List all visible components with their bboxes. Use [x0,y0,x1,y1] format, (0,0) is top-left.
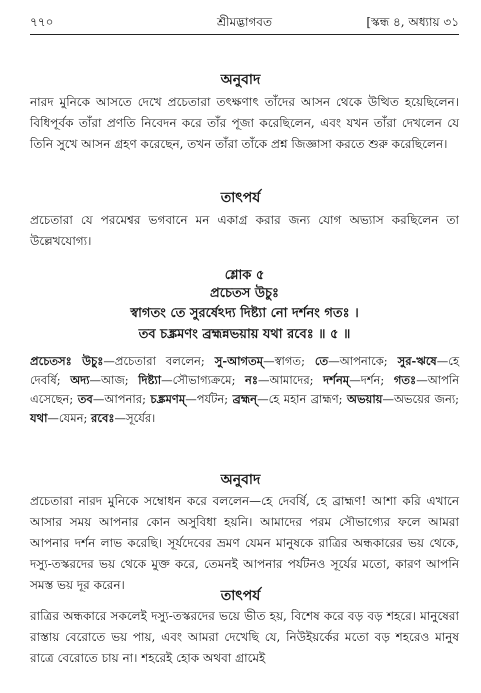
glossary-meaning: যেমন [58,411,84,425]
header-rule [30,34,459,35]
glossary-meaning: হে দেবর্ষি [30,354,459,387]
glossary-meaning: আপনাকে [339,354,384,368]
glossary-meaning: পর্যটন [196,392,225,406]
glossary-meaning: দর্শন [360,373,381,387]
translation-heading: অনুবাদ [220,72,261,88]
glossary-word: দিষ্ট্যা [138,373,162,387]
translation-text: নারদ মুনিকে আসতে দেখে প্রচেতারা তৎক্ষণাৎ তাঁদের আসন থেকে উত্থিত হয়েছিলেন। বিধিপূর্বক তাঁরা প্রণতি নিবেদন করে তাঁর পূজা করেছিলেন, এবং যখন তাঁরা দেখলেন যে তিনি সুখে আসন গ্রহণ করেছেন, তখন তাঁরা তাঁকে প্রশ্ন জিজ্ঞাসা করতে শুরু করেছিলেন। [30,95,459,151]
glossary-word: তব [77,392,93,406]
translation-text-2: প্রচেতারা নারদ মুনিকে সম্বোধন করে বললেন—হে দেবর্ষি, হে ব্রাহ্মণ! আশা করি এখানে আসার সময় আপনার কোন অসুবিধা হয়নি। আমাদের পরম সৌভাগ্যের ফলে আমরা আপনার দর্শন লাভ করেছি। সূর্যদেবের ভ্রমণ যেমন মানুষকে রাত্রির অন্ধকারের ভয় থেকে, দস্যু-তস্করদের ভয় থেকে মুক্ত করে, তেমনই আপনার পর্যটনও সূর্যের মতো, কারণ আপনি সমস্ত ভয় দূর করেন। [30,494,459,592]
glossary-meaning: প্রচেতারা বললেন [114,354,201,368]
verse-line-1: স্বাগতং তে সুরর্ষেঽদ্য দিষ্ট্যা নো দর্শনং গতঃ । [130,306,359,321]
glossary-meaning: সৌভাগ্যক্রমে [172,373,232,387]
glossary-meaning: আজ [101,373,125,387]
glossary-meaning: অভয়ের জন্য [393,392,456,406]
glossary-meaning: হে মহান ব্রাহ্মণ [268,392,339,406]
verse-line-2: তব চঙ্ক্রমণং ব্রহ্মন্নভয়ায় যথা রবেঃ ॥ ৫ ॥ [138,327,351,342]
purport-text-2: রাত্রির অন্ধকারে সকলেই দস্যু-তস্করদের ভয়ে ভীত হয়, বিশেষ করে বড় বড় শহরে। মানুষেরা রাস্তায় বেরোতে ভয় পায়, এবং আমরা দেখেছি যে, নিউইয়র্কের মতো বড় শহরেও মানুষ রাত্রে বেরোতে চায় না। শহরেই হোক অথবা গ্রামেই [30,609,459,665]
purport-heading: তাৎপর্য [220,190,261,206]
glossary-word: চঙ্ক্রমণম্ [150,392,186,406]
running-header [30,14,459,32]
glossary-word: রবেঃ [91,411,115,425]
glossary-meaning: স্বাগত [274,354,302,368]
translation-heading-2: অনুবাদ [220,472,261,488]
glossary-word: গতঃ [393,373,417,387]
glossary-meaning: আমাদের [269,373,310,387]
page-number: ৭৭০ [30,15,54,29]
verse-label: শ্লোক ৫ [224,268,265,283]
glossary-word: নঃ [245,373,259,387]
section-reference: [স্কন্ধ ৪, অধ্যায় ৩১ [366,15,459,29]
word-for-word: প্রচেতসঃ উচুঃ—প্রচেতারা বললেন; সু-আগতম্—স্বাগত; তে—আপনাকে; সুর-ঋষে—হে দেবর্ষি; অদ্য—আজ; দিষ্ট্যা—সৌভাগ্যক্রমে; নঃ—আমাদের; দর্শনম্—দর্শন; গতঃ—আপনি এসেছেন; তব—আপনার; চঙ্ক্রমণম্—পর্যটন; ব্রহ্মন্—হে মহান ব্রাহ্মণ; অভয়ায়—অভয়ের জন্য; যথা—যেমন; রবেঃ—সূর্যের। [30,354,460,425]
glossary-word: প্রচেতসঃ উচুঃ [30,354,104,368]
glossary-word: সুর-ঋষে [397,354,437,368]
glossary-word: যথা [30,411,48,425]
purport-text: প্রচেতারা যে পরমেশ্বর ভগবানে মন একাগ্র করার জন্য যোগ অভ্যাস করছিলেন তা উল্লেখযোগ্য। [30,213,459,248]
glossary-word: অভয়ায় [347,392,383,406]
glossary-word: দর্শনম্ [323,373,350,387]
glossary-meaning: সূর্যের। [125,411,156,425]
book-title: শ্রীমদ্ভাগবত [216,15,272,29]
glossary-word: তে [314,354,329,368]
glossary-word: সু-আগতম্ [214,354,264,368]
glossary-meaning: আপনার [104,392,143,406]
glossary-word: ব্রহ্মন্ [232,392,258,406]
glossary-word: অদ্য [70,373,90,387]
glossary-meaning: আপনি এসেছেন [30,373,460,406]
verse-speaker: প্রচেতস উচুঃ [210,286,279,301]
purport-heading-2: তাৎপর্য [220,588,261,604]
